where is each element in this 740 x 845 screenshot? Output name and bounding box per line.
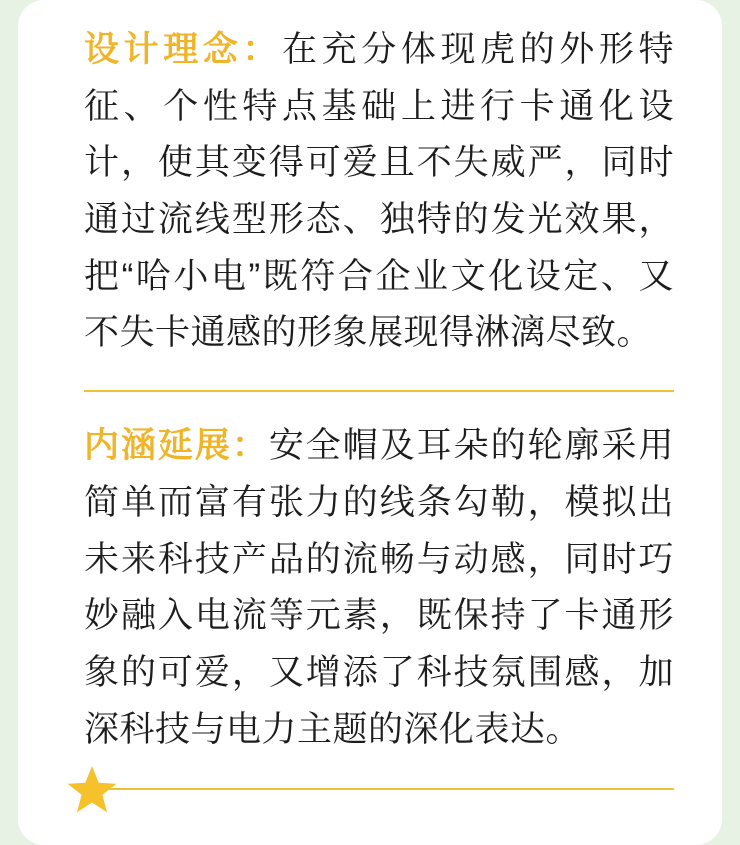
section-design-concept	[18, 0, 722, 362]
section-lead-meaning-extension: 内涵延展	[84, 426, 232, 466]
content-card	[18, 0, 722, 845]
left-edge-band	[0, 0, 18, 845]
section-colon-meaning-extension: ：	[231, 426, 269, 466]
divider-wrap-1	[18, 390, 722, 392]
section-colon-design-concept: ：	[242, 30, 283, 69]
paragraph-meaning-extension	[84, 418, 674, 758]
decoration-row	[66, 763, 136, 823]
section-divider-2	[84, 788, 674, 790]
section-meaning-extension	[18, 418, 722, 758]
section-lead-design-concept: 设计理念	[84, 30, 243, 69]
paragraph-design-concept	[84, 22, 674, 362]
star-icon	[66, 763, 118, 815]
section-divider-1	[84, 390, 674, 392]
right-edge-band	[722, 0, 740, 845]
section-body-meaning-extension: 安全帽及耳朵的轮廓采用简单而富有张力的线条勾勒，模拟出未来科技产品的流畅与动感，同时巧妙融入电流等元素，既保持了卡通形象的可爱，又增添了科技氛围感，加深科技与电力主题的深化表达。	[84, 426, 674, 749]
card-inner	[18, 0, 722, 790]
section-body-design-concept: 在充分体现虎的外形特征、个性特点基础上进行卡通化设计，使其变得可爱且不失威严，同时通过流线型形态、独特的发光效果，把“哈小电”既符合企业文化设定、又不失卡通感的形象展现得淋漓尽致。	[84, 30, 674, 353]
